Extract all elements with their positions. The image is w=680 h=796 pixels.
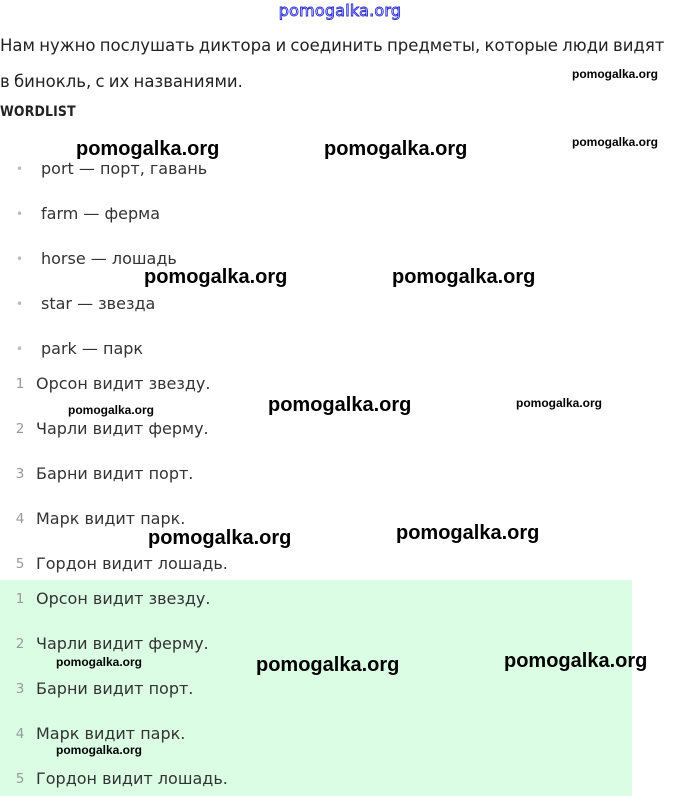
watermark: pomogalka.org bbox=[504, 650, 648, 672]
answer-text: Гордон видит лошадь. bbox=[36, 769, 228, 788]
watermark: pomogalka.org bbox=[56, 743, 143, 757]
bullet-icon: • bbox=[16, 207, 24, 221]
answer-number: 2 bbox=[15, 636, 25, 652]
answer-number: 4 bbox=[15, 511, 25, 527]
bullet-icon: • bbox=[16, 297, 24, 311]
watermark: pomogalka.org bbox=[572, 67, 659, 81]
watermark: pomogalka.org bbox=[144, 266, 288, 288]
answer-text: Орсон видит звезду. bbox=[36, 589, 211, 608]
answer-text: Барни видит порт. bbox=[36, 679, 194, 698]
watermark: pomogalka.org bbox=[396, 522, 540, 544]
answer-number: 2 bbox=[15, 421, 25, 437]
watermark: pomogalka.org bbox=[256, 654, 400, 676]
answer-text: Орсон видит звезду. bbox=[36, 374, 211, 393]
answer-text: Чарли видит ферму. bbox=[36, 634, 209, 653]
bullet-icon: • bbox=[16, 252, 24, 266]
watermark: pomogalka.org bbox=[572, 135, 659, 149]
watermark: pomogalka.org bbox=[516, 396, 603, 410]
wordlist-heading: WORDLIST bbox=[0, 104, 76, 120]
answer-text: Барни видит порт. bbox=[36, 464, 194, 483]
answer-text: Чарли видит ферму. bbox=[36, 419, 209, 438]
site-logo[interactable]: pomogalka.org bbox=[278, 1, 402, 20]
answer-number: 1 bbox=[15, 591, 25, 607]
answer-text: Марк видит парк. bbox=[36, 509, 186, 528]
wordlist-item-text: star — звезда bbox=[41, 294, 156, 313]
bullet-icon: • bbox=[16, 342, 24, 356]
watermark: pomogalka.org bbox=[324, 138, 468, 160]
answer-number: 5 bbox=[15, 771, 25, 787]
answer-number: 3 bbox=[15, 466, 25, 482]
watermark: pomogalka.org bbox=[56, 655, 143, 669]
wordlist-item-text: farm — ферма bbox=[41, 204, 161, 223]
wordlist-item-text: horse — лошадь bbox=[41, 249, 177, 268]
wordlist-item-text: port — порт, гавань bbox=[41, 159, 208, 178]
watermark: pomogalka.org bbox=[268, 394, 412, 416]
wordlist-item-text: park — парк bbox=[41, 339, 144, 358]
watermark: pomogalka.org bbox=[148, 527, 292, 549]
watermark: pomogalka.org bbox=[392, 266, 536, 288]
answer-number: 4 bbox=[15, 726, 25, 742]
answer-number: 1 bbox=[15, 376, 25, 392]
answer-text: Гордон видит лошадь. bbox=[36, 554, 228, 573]
answer-number: 3 bbox=[15, 681, 25, 697]
watermark: pomogalka.org bbox=[68, 403, 155, 417]
answer-text: Марк видит парк. bbox=[36, 724, 186, 743]
answer-number: 5 bbox=[15, 556, 25, 572]
intro-text: Нам нужно послушать диктора и соединить предметы, которые люди видят в бинокль, с их названиями. bbox=[0, 36, 665, 91]
watermark: pomogalka.org bbox=[76, 138, 220, 160]
bullet-icon: • bbox=[16, 162, 24, 176]
